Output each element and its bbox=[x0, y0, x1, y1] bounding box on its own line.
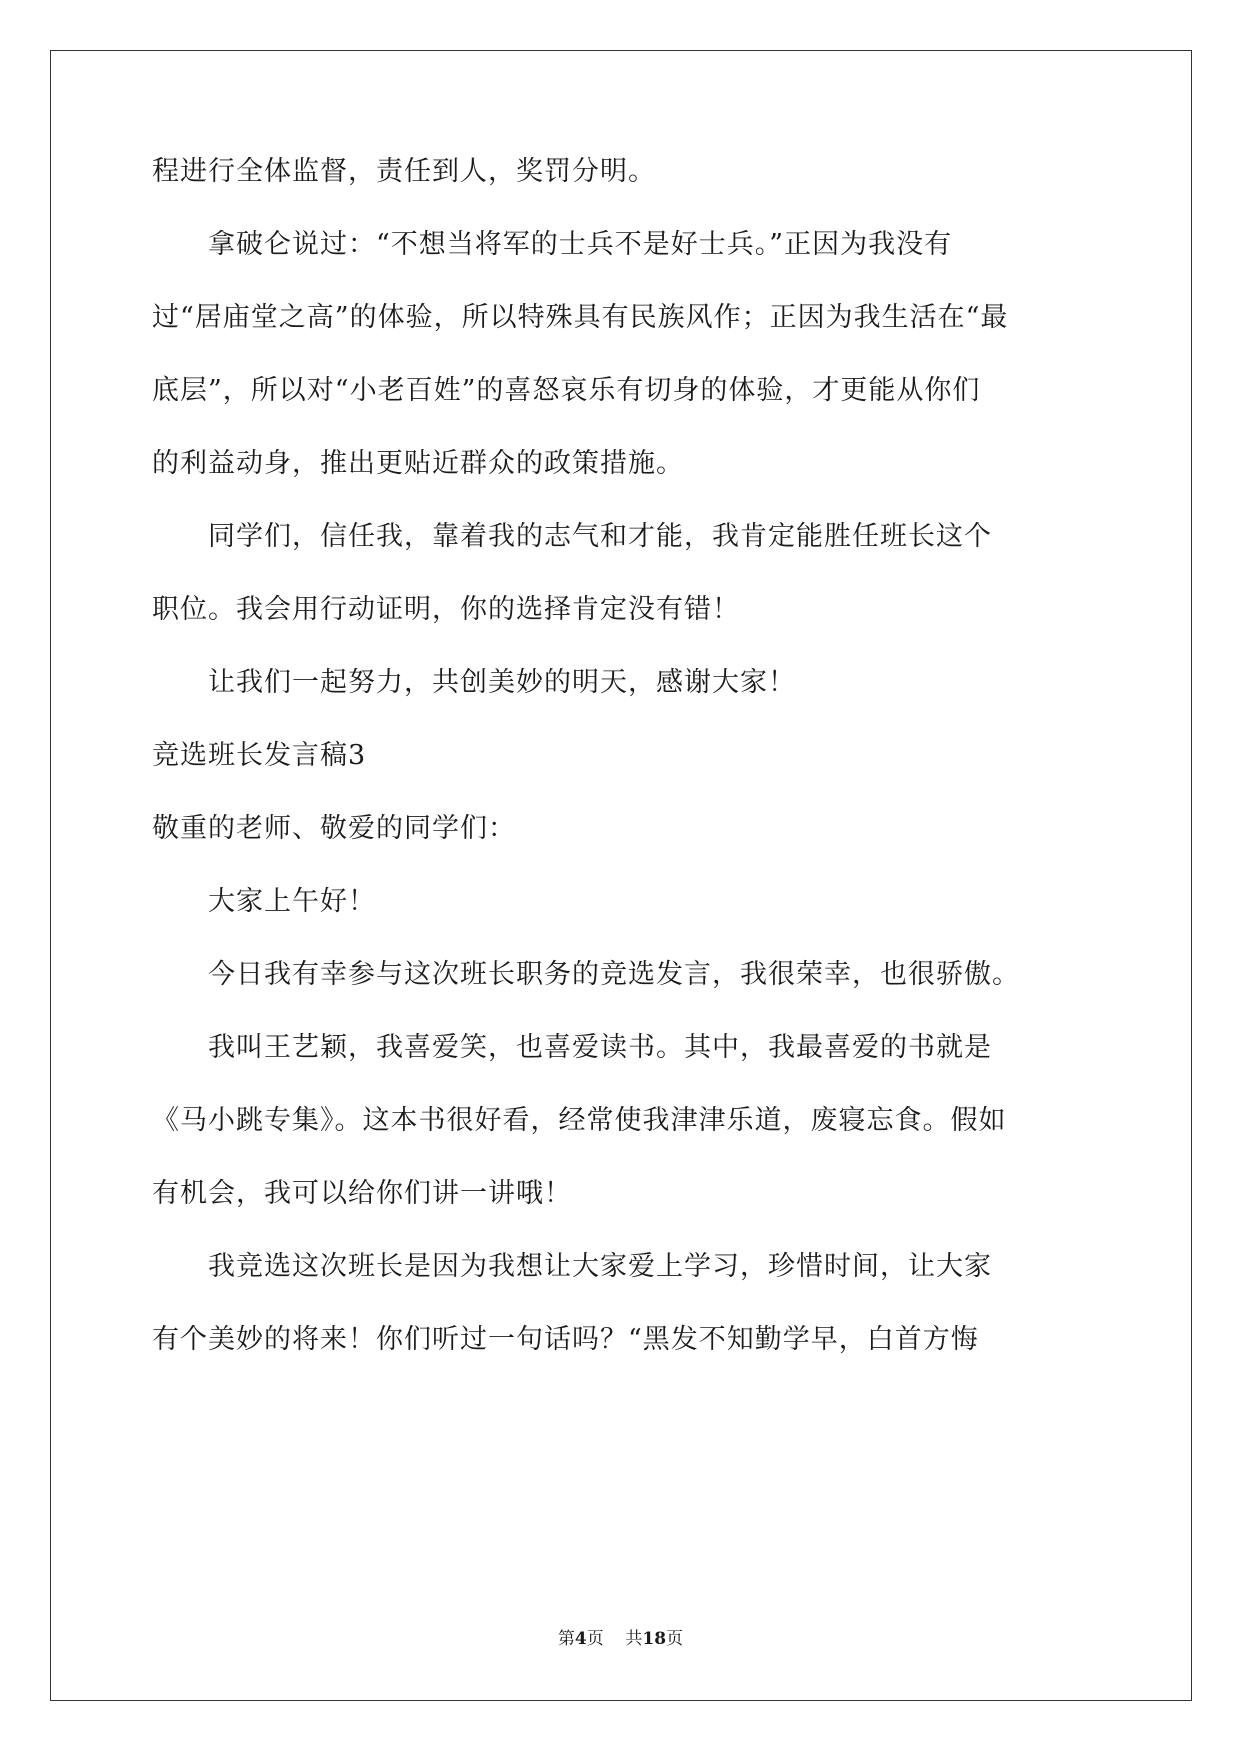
text-line: 底层”，所以对“小老百姓”的喜怒哀乐有切身的体验，才更能从你们 bbox=[152, 375, 981, 406]
text-line: 我竞选这次班长是因为我想让大家爱上学习，珍惜时间，让大家 bbox=[152, 1251, 992, 1282]
text-line: 有个美妙的将来！你们听过一句话吗？“黑发不知勤学早，白首方悔 bbox=[152, 1324, 979, 1355]
text-line: 大家上午好！ bbox=[152, 886, 376, 917]
text-line: 同学们，信任我，靠着我的志气和才能，我肯定能胜任班长这个 bbox=[152, 521, 992, 552]
text-line: 有机会，我可以给你们讲一讲哦！ bbox=[152, 1178, 572, 1209]
text-line: 职位。我会用行动证明，你的选择肯定没有错！ bbox=[152, 594, 740, 625]
text-line: 我叫王艺颖，我喜爱笑，也喜爱读书。其中，我最喜爱的书就是 bbox=[152, 1032, 992, 1063]
text-line: 《马小跳专集》。这本书很好看，经常使我津津乐道，废寝忘食。假如 bbox=[152, 1105, 1007, 1136]
page-footer bbox=[0, 1627, 1241, 1651]
current-page-number: 4 bbox=[574, 1629, 587, 1649]
footer-total-prefix: 共 bbox=[625, 1629, 643, 1649]
text-line: 的利益动身，推出更贴近群众的政策措施。 bbox=[152, 448, 684, 479]
section-heading: 竞选班长发言稿3 bbox=[152, 740, 367, 771]
footer-page-suffix: 页 bbox=[586, 1629, 604, 1649]
footer-prefix: 第 bbox=[557, 1629, 575, 1649]
total-pages-number: 18 bbox=[642, 1629, 667, 1649]
text-line: 让我们一起努力，共创美妙的明天，感谢大家！ bbox=[152, 667, 796, 698]
text-line: 过“居庙堂之高”的体验，所以特殊具有民族风作；正因为我生活在“最 bbox=[152, 302, 1009, 333]
text-line: 今日我有幸参与这次班长职务的竞选发言，我很荣幸，也很骄傲。 bbox=[152, 959, 1020, 990]
footer-total-suffix: 页 bbox=[666, 1629, 684, 1649]
salutation: 敬重的老师、敬爱的同学们： bbox=[152, 813, 516, 844]
text-line: 拿破仑说过：“不想当将军的士兵不是好士兵。”正因为我没有 bbox=[152, 229, 953, 260]
text-line: 程进行全体监督，责任到人，奖罚分明。 bbox=[152, 156, 656, 187]
